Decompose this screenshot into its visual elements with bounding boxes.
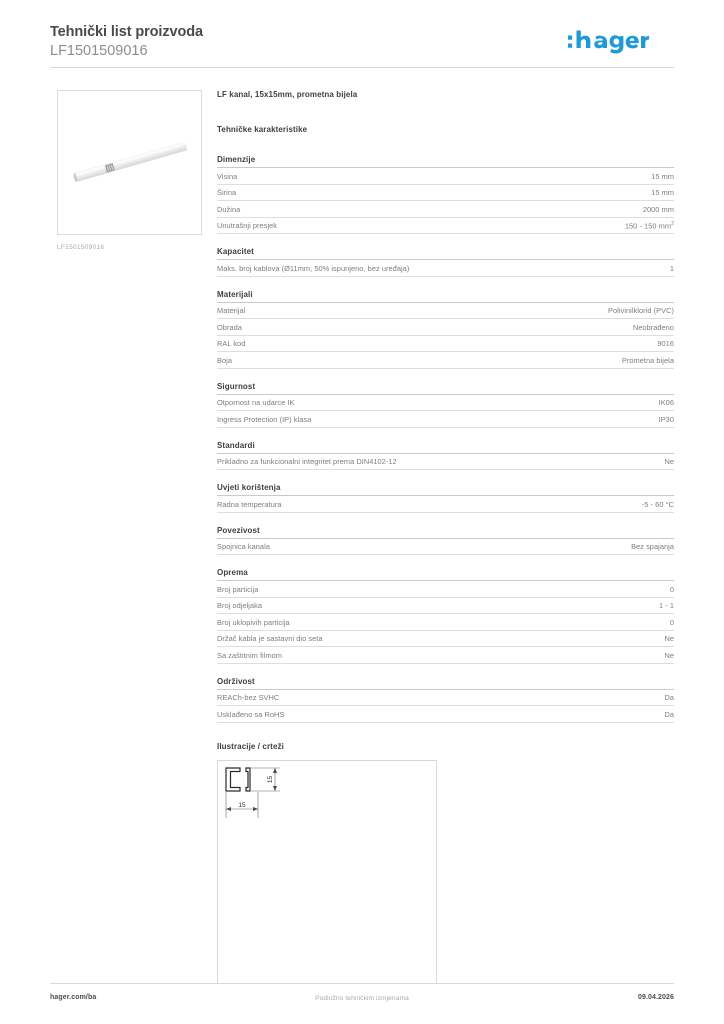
product-name: LF kanal, 15x15mm, prometna bijela — [217, 90, 358, 99]
spec-row — [217, 319, 674, 336]
spec-section-heading: Standardi — [217, 441, 674, 454]
svg-text:15: 15 — [238, 801, 246, 809]
spec-row-label: Spojnica kanala — [217, 542, 270, 552]
spec-row — [217, 706, 674, 723]
spec-row-label: Unutrašnji presjek — [217, 221, 278, 231]
spec-row — [217, 168, 674, 185]
spec-row-label: Prikladno za funkcionalni integritet prema DIN4102-12 — [217, 457, 397, 467]
footer-disclaimer: Podložno tehničkim izmjenama — [315, 994, 409, 1002]
drawings-heading: Ilustracije / crteži — [217, 741, 284, 751]
spec-row-value: 0 — [669, 584, 674, 594]
spec-section-heading: Održivost — [217, 677, 674, 690]
spec-row-value: Prometna bijela — [621, 355, 674, 365]
spec-row — [217, 454, 674, 471]
spec-row — [217, 352, 674, 369]
spec-row-value: Polivinilklorid (PVC) — [608, 306, 674, 316]
spec-row-label: RAL kod — [217, 339, 246, 349]
spec-row-label: Obrada — [217, 322, 242, 332]
spec-row-value: Neobrađeno — [632, 322, 674, 332]
spec-section-heading: Dimenzije — [217, 155, 674, 168]
spec-row-value-superscript: 2 — [671, 221, 674, 227]
spec-section — [217, 526, 674, 556]
spec-section-heading: Kapacitet — [217, 247, 674, 260]
page-title: Tehnički list proizvoda — [50, 24, 203, 40]
specifications-title: Tehničke karakteristike — [217, 125, 308, 134]
spec-row — [217, 631, 674, 648]
spec-section-heading: Materijali — [217, 290, 674, 303]
spec-row — [217, 690, 674, 707]
spec-row-label: Radna temperatura — [217, 499, 282, 509]
footer-date: 09.04.2026 — [637, 994, 674, 1001]
footer-divider — [50, 983, 674, 984]
spec-section-heading: Sigurnost — [217, 382, 674, 395]
spec-row-label: Dužina — [217, 204, 241, 214]
spec-row-value: Da — [664, 709, 674, 719]
spec-row-value: Da — [664, 693, 674, 703]
product-image-caption: LF1501509016 — [57, 244, 105, 251]
spec-row-value: Ne — [664, 650, 674, 660]
main-content — [217, 90, 674, 984]
spec-row-value: 0 — [669, 617, 674, 627]
spec-row — [217, 496, 674, 513]
spec-row-label: REACh-bez SVHC — [217, 693, 280, 703]
spec-row-label: Maks. broj kablova (Ø11mm, 50% ispunjeno, bez uređaja) — [217, 263, 410, 273]
spec-row — [217, 260, 674, 277]
spec-section-heading: Povezivost — [217, 526, 674, 539]
spec-row-label: Boja — [217, 355, 232, 365]
spec-row-value: -5 - 60 °C — [641, 499, 674, 509]
spec-row-value: 2000 mm — [642, 204, 674, 214]
spec-row-value: 1 — [669, 263, 674, 273]
spec-section-heading: Oprema — [217, 568, 674, 581]
spec-row-label: Otpornost na udarce IK — [217, 398, 295, 408]
spec-row — [217, 647, 674, 664]
spec-section — [217, 441, 674, 471]
spec-row — [217, 395, 674, 412]
spec-section — [217, 155, 674, 234]
spec-section — [217, 247, 674, 277]
spec-section — [217, 290, 674, 369]
footer-website[interactable]: hager.com/ba — [50, 994, 97, 1001]
spec-row-label: Držač kabla je sastavni dio seta — [217, 634, 323, 644]
product-reference: LF1501509016 — [50, 43, 148, 59]
product-image — [57, 90, 202, 235]
spec-row-value: Bez spajanja — [631, 542, 674, 552]
page-header — [50, 24, 674, 68]
spec-row — [217, 201, 674, 218]
spec-row — [217, 185, 674, 202]
spec-row-label: Širina — [217, 188, 237, 197]
spec-row-label: Ingress Protection (IP) klasa — [217, 414, 312, 424]
spec-row-value: IP30 — [658, 414, 674, 424]
spec-section — [217, 568, 674, 664]
spec-row — [217, 581, 674, 598]
spec-row-value-text: 150 - 150 mm — [624, 221, 672, 231]
spec-row-label: Broj particija — [217, 584, 259, 594]
spec-row-value: 15 mm — [651, 171, 674, 181]
hager-logo — [566, 29, 674, 55]
spec-row-value: 9016 — [657, 339, 674, 349]
technical-drawing — [217, 760, 437, 984]
spec-row — [217, 336, 674, 353]
spec-row-label: Broj odjeljaka — [217, 601, 263, 611]
spec-section-heading: Uvjeti korištenja — [217, 483, 674, 496]
spec-row — [217, 218, 674, 235]
spec-section — [217, 677, 674, 723]
spec-row — [217, 411, 674, 428]
spec-row-value: 15 mm — [651, 188, 674, 197]
spec-section — [217, 483, 674, 513]
specification-sections — [217, 155, 674, 723]
spec-row-value: Ne — [664, 634, 674, 644]
spec-row-label: Sa zaštitnim filmom — [217, 650, 283, 660]
spec-row-value: IK06 — [658, 398, 674, 408]
spec-row-value — [625, 221, 674, 230]
page-footer — [50, 994, 674, 1008]
spec-row-label: Visina — [217, 171, 238, 181]
spec-row-value: Ne — [664, 457, 674, 467]
header-divider — [50, 67, 674, 68]
spec-row — [217, 598, 674, 615]
spec-row-label: Materijal — [217, 306, 246, 316]
spec-row-value: 1 - 1 — [658, 601, 674, 611]
spec-row-label: Usklađeno sa RoHS — [217, 709, 285, 719]
spec-row — [217, 303, 674, 320]
spec-row — [217, 539, 674, 556]
spec-row-label: Broj uklopivih particija — [217, 617, 290, 627]
spec-row — [217, 614, 674, 631]
svg-text:15: 15 — [267, 775, 274, 784]
spec-section — [217, 382, 674, 428]
